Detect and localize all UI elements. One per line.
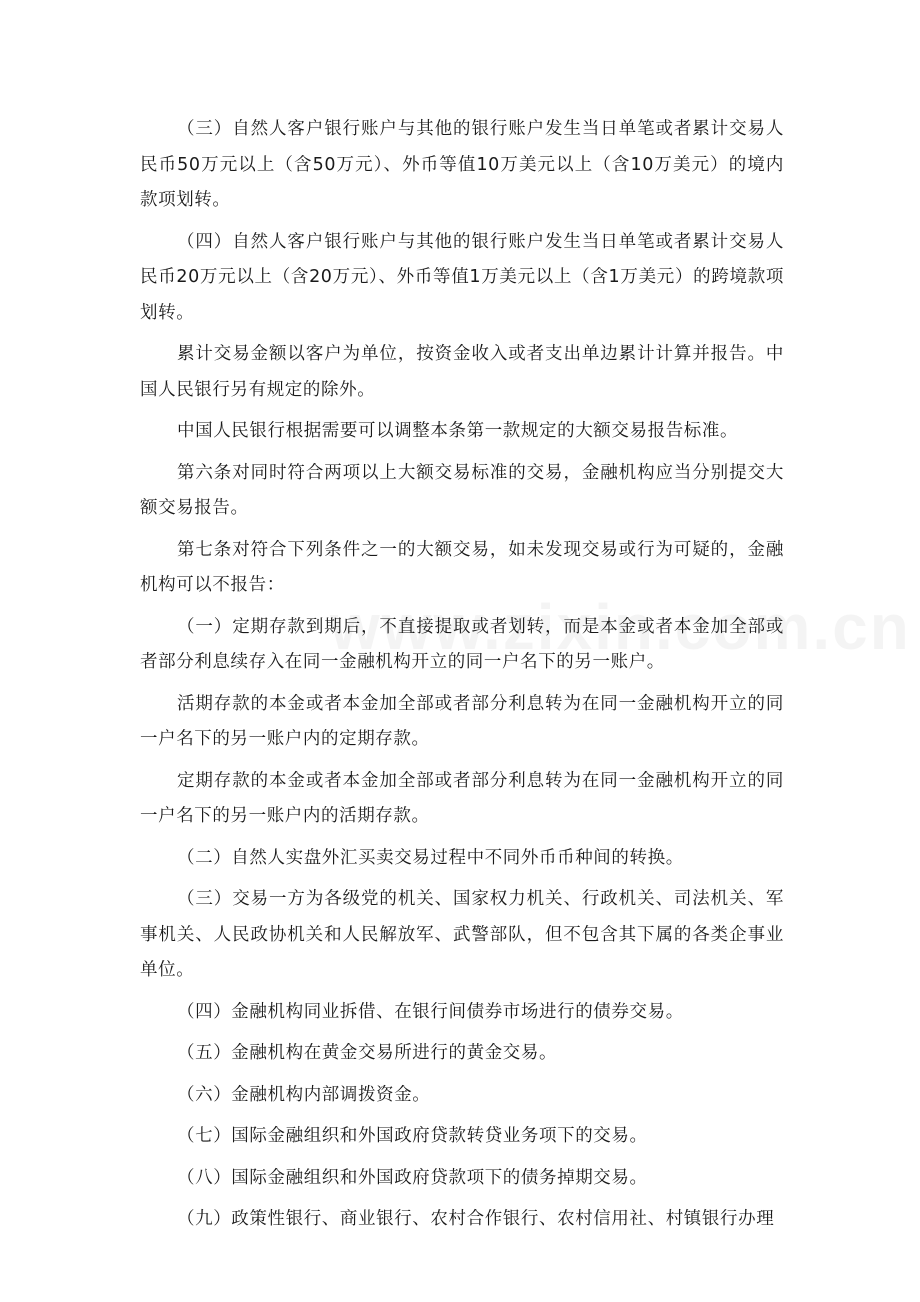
paragraph: （四）金融机构同业拆借、在银行间债券市场进行的债券交易。 xyxy=(177,1001,684,1022)
paragraph: （五）金融机构在黄金交易所进行的黄金交易。 xyxy=(177,1043,558,1063)
paragraph: （四）自然人客户银行账户与其他的银行账户发生当日单笔或者累计交易人民币20万元以上（含20万元）、外币等值1万美元以上（含1万美元）的跨境款项划转。 xyxy=(140,231,784,323)
paragraph: 累计交易金额以客户为单位，按资金收入或者支出单边累计计算并报告。中国人民银行另有规定的除外。 xyxy=(140,344,784,400)
paragraph: 第七条对符合下列条件之一的大额交易，如未发现交易或行为可疑的，金融机构可以不报告： xyxy=(140,539,784,595)
paragraph: （二）自然人实盘外汇买卖交易过程中不同外币币种间的转换。 xyxy=(177,847,684,868)
paragraph: （一）定期存款到期后，不直接提取或者划转，而是本金或者本金加全部或者部分利息续存入在同一金融机构开立的同一户名下的另一账户。 xyxy=(140,616,784,672)
paragraph: （六）金融机构内部调拨资金。 xyxy=(177,1084,431,1105)
paragraph: 活期存款的本金或者本金加全部或者部分利息转为在同一金融机构开立的同一户名下的另一账户内的定期存款。 xyxy=(140,693,784,749)
paragraph: 中国人民银行根据需要可以调整本条第一款规定的大额交易报告标准。 xyxy=(177,421,739,441)
paragraph: （三）自然人客户银行账户与其他的银行账户发生当日单笔或者累计交易人民币50万元以上（含50万元）、外币等值10万美元以上（含10万美元）的境内款项划转。 xyxy=(140,119,784,210)
paragraph: 第六条对同时符合两项以上大额交易标准的交易，金融机构应当分别提交大额交易报告。 xyxy=(140,462,784,518)
paragraph: （七）国际金融组织和外国政府贷款转贷业务项下的交易。 xyxy=(177,1126,648,1146)
document-body xyxy=(140,112,784,1244)
paragraph: （三）交易一方为各级党的机关、国家权力机关、行政机关、司法机关、军事机关、人民政协机关和人民解放军、武警部队，但不包含其下属的各类企事业单位。 xyxy=(140,889,784,980)
paragraph: （九）政策性银行、商业银行、农村合作银行、农村信用社、村镇银行办理 xyxy=(177,1209,775,1229)
paragraph: （八）国际金融组织和外国政府贷款项下的债务掉期交易。 xyxy=(177,1167,648,1188)
paragraph: 定期存款的本金或者本金加全部或者部分利息转为在同一金融机构开立的同一户名下的另一账户内的活期存款。 xyxy=(140,770,784,826)
